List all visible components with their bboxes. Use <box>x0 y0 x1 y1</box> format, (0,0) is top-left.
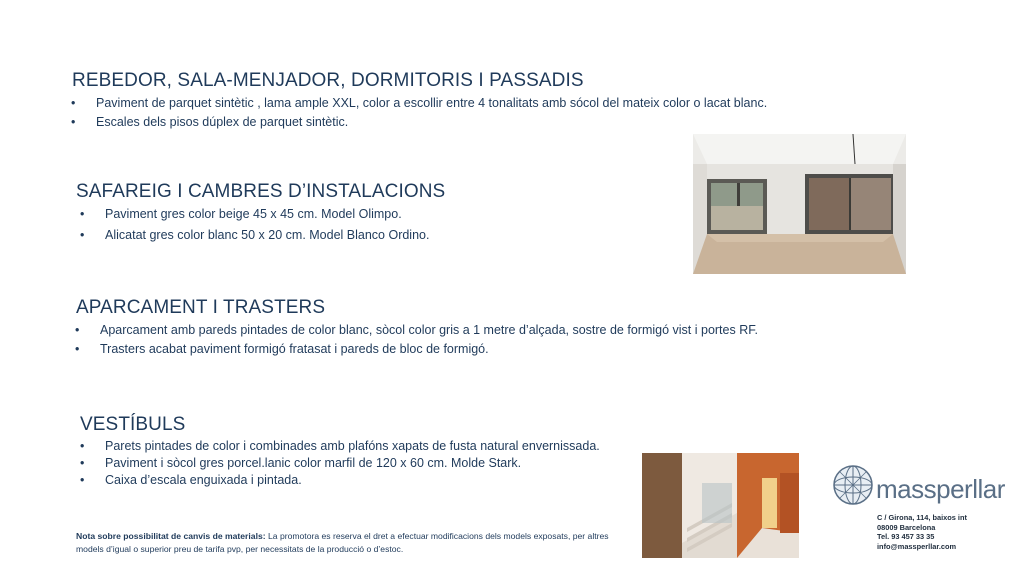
section-title: VESTÍBULS <box>80 414 186 435</box>
note-text: La promotora es reserva el dret a efectuar modificacions dels models exposats, per altres models d’igual o superior preu de tarifa pvp, per necessitats de la producció o d’estoc. <box>76 531 609 554</box>
list-item: • Paviment gres color beige 45 x 45 cm. Model Olimpo. <box>105 205 676 224</box>
list-item: • Paviment de parquet sintètic , lama ample XXL, color a escollir entre 4 tonalitats amb sócol del mateix color o lacat blanc. <box>96 94 872 113</box>
note-label: Nota sobre possibilitat de canvis de materials: <box>76 531 266 541</box>
contact-info <box>877 513 967 551</box>
logo-text: massperllar <box>876 474 1005 504</box>
list-item: • Paviment i sòcol gres porcel.lanic color marfil de 120 x 60 cm. Molde Stark. <box>105 455 660 472</box>
contact-email[interactable]: info@massperllar.com <box>877 541 957 551</box>
bullet-list <box>80 438 660 489</box>
living-room-photo <box>693 134 906 274</box>
list-item: • Parets pintades de color i combinades amb plafóns xapats de fusta natural envernissada. <box>105 438 660 455</box>
globe-icon <box>832 462 874 508</box>
section-title: SAFAREIG I CAMBRES D’INSTALACIONS <box>76 181 446 202</box>
living-room-illustration <box>693 134 906 274</box>
contact-address: C / Girona, 114, baixos int <box>877 513 967 522</box>
list-item: • Caixa d’escala enguixada i pintada. <box>105 472 660 489</box>
contact-city: 08009 Barcelona <box>877 522 936 532</box>
section-rebedor <box>72 70 872 132</box>
contact-phone: Tel. 93 457 33 35 <box>877 532 935 542</box>
list-item: • Escales dels pisos dúplex de parquet sintètic. <box>96 113 872 132</box>
hallway-photo <box>642 453 799 558</box>
materials-note <box>76 530 636 556</box>
hallway-illustration <box>642 453 799 558</box>
massperllar-logo <box>832 462 1005 510</box>
section-aparcament <box>76 297 806 359</box>
list-item: • Aparcament amb pareds pintades de color blanc, sòcol color gris a 1 metre d’alçada, sostre de formigó vist i portes RF. <box>100 321 806 340</box>
bullet-list <box>76 205 676 245</box>
section-vestibuls <box>80 414 660 489</box>
section-safareig <box>76 181 676 245</box>
bullet-list <box>76 321 806 359</box>
section-title: APARCAMENT I TRASTERS <box>76 297 326 318</box>
list-item: • Alicatat gres color blanc 50 x 20 cm. Model Blanco Ordino. <box>105 226 676 245</box>
bullet-list <box>72 94 872 132</box>
section-title: REBEDOR, SALA-MENJADOR, DORMITORIS I PASSADIS <box>72 70 584 91</box>
list-item: • Trasters acabat paviment formigó fratasat i pareds de bloc de formigó. <box>100 340 806 359</box>
